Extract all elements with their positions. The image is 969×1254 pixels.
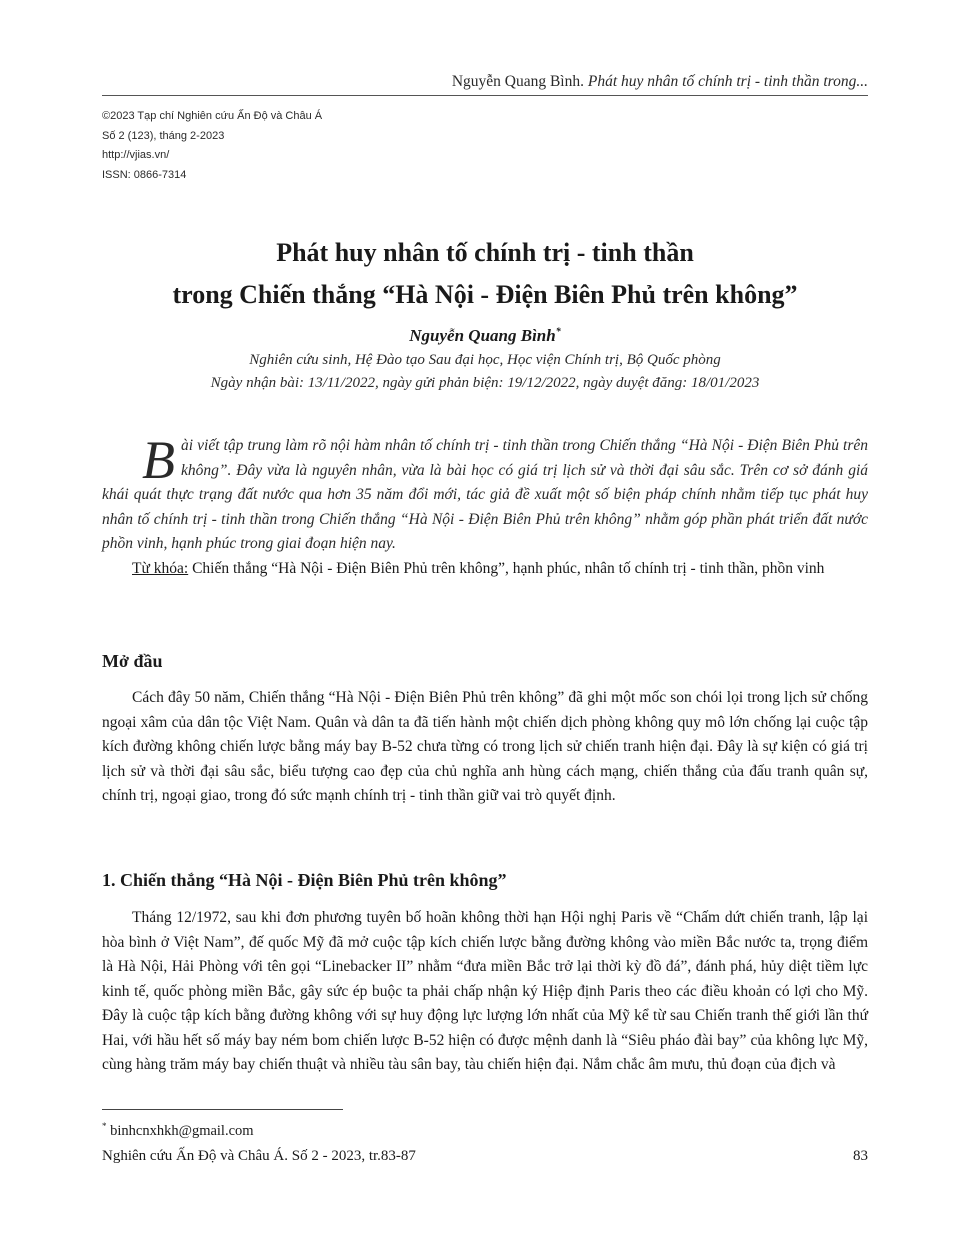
intro-heading: Mở đầu (102, 651, 163, 671)
footnote (102, 1121, 254, 1140)
copyright-line: ©2023 Tạp chí Nghiên cứu Ấn Độ và Châu Á (102, 110, 323, 122)
abstract (102, 430, 868, 557)
page-footer (102, 1148, 868, 1165)
title-line-1: Phát huy nhân tố chính trị - tinh thần (276, 238, 694, 267)
abstract-dropcap: B (142, 430, 175, 490)
footer-citation: Nghiên cứu Ấn Độ và Châu Á. Số 2 - 2023, tr.83-87 (102, 1148, 416, 1164)
section-1-paragraph: Tháng 12/1972, sau khi đơn phương tuyên bố hoãn không thời hạn Hội nghị Paris về “Chấm dứt chiến tranh, lập lại hòa bình ở Việt Nam”, đế quốc Mỹ đã mở cuộc tập kích chiến lược bằng đường không vào miền Bắc nước ta, trọng điểm là Hà Nội, Hải Phòng với tên gọi “Linebacker II” nhằm “đưa miền Bắc trở lại thời kỳ đồ đá”, đánh phá, hủy diệt tiềm lực kinh tế, quốc phòng miền Bắc, gây sức ép buộc ta phải chấp nhận ký Hiệp định Paris theo các điều khoản có lợi cho Mỹ. Đây là cuộc tập kích bằng đường không với sự huy động lực lượng lớn nhất của Mỹ kể từ sau Chiến tranh thế giới lần thứ Hai, với hầu hết số máy bay ném bom chiến lược B-52 hiện có được mệnh danh là “Siêu pháo đài bay” của không lực Mỹ, cùng hàng trăm máy bay chiến thuật và nhiều tàu sân bay, tàu chiến hiện đại. Nắm chắc âm mưu, thủ đoạn của địch và (102, 909, 868, 1073)
journal-meta (102, 107, 322, 185)
article-title (102, 232, 868, 316)
page-number: 83 (853, 1148, 868, 1164)
author-affiliation: Nghiên cứu sinh, Hệ Đào tạo Sau đại học, Học viện Chính trị, Bộ Quốc phòng (249, 352, 721, 368)
keywords-text: Chiến thắng “Hà Nội - Điện Biên Phủ trên không”, hạnh phúc, nhân tố chính trị - tinh thần, phồn vinh (188, 560, 825, 577)
running-head-title: Phát huy nhân tố chính trị - tinh thần trong... (587, 73, 868, 90)
submission-dates: Ngày nhận bài: 13/11/2022, ngày gửi phản biện: 19/12/2022, ngày duyệt đăng: 18/01/2023 (210, 375, 760, 391)
author-name: Nguyễn Quang Bình (409, 326, 556, 345)
footnote-divider (102, 1109, 343, 1110)
abstract-text: ài viết tập trung làm rõ nội hàm nhân tố chính trị - tinh thần trong Chiến thắng “Hà Nội - Điện Biên Phủ trên không”. Đây vừa là nguyên nhân, vừa là bài học có giá trị lịch sử và thời đại sâu sắc. Trên cơ sở đánh giá khái quát thực trạng đất nước qua hơn 35 năm đổi mới, tác giả đề xuất một số biện pháp chính nhằm tiếp tục phát huy nhân tố chính trị - tinh thần trong Chiến thắng “Hà Nội - Điện Biên Phủ trên không” nhằm góp phần phát triển đất nước phồn vinh, hạnh phúc trong giai đoạn hiện nay. (102, 437, 868, 552)
journal-url[interactable]: http://vjias.vn/ (102, 149, 170, 161)
author-line (102, 326, 868, 346)
issn-line: ISSN: 0866-7314 (102, 168, 187, 181)
intro-paragraph: Cách đây 50 năm, Chiến thắng “Hà Nội - Điện Biên Phủ trên không” đã ghi một mốc son chói lọi trong lịch sử chống ngoại xâm của dân tộc Việt Nam. Quân và dân ta đã tiến hành một chiến dịch phòng không quy mô lớn chống lại cuộc tập kích đường không chiến lược bằng máy bay B-52 chưa từng có trong lịch sử chiến tranh hiện đại. Đây là sự kiện có giá trị lịch sử và thời đại sâu sắc, biểu tượng cao đẹp của chủ nghĩa anh hùng cách mạng, chiến thắng của đấu tranh quân sự, chính trị, ngoại giao, trong đó sức mạnh chính trị - tinh thần giữ vai trò quyết định. (102, 689, 868, 804)
keywords-label: Từ khóa: (132, 560, 189, 577)
section-1-heading: 1. Chiến thắng “Hà Nội - Điện Biên Phủ trên không” (102, 870, 507, 890)
author-footnote-mark: * (555, 326, 561, 338)
issue-line: Số 2 (123), tháng 2-2023 (102, 129, 225, 142)
footnote-mark: * (102, 1121, 107, 1131)
title-line-2: trong Chiến thắng “Hà Nội - Điện Biên Phủ trên không” (172, 280, 798, 309)
keywords (102, 557, 868, 582)
running-head (102, 73, 868, 96)
running-head-author: Nguyễn Quang Bình. (451, 73, 584, 90)
footnote-email[interactable]: binhcnxhkh@gmail.com (106, 1122, 254, 1139)
